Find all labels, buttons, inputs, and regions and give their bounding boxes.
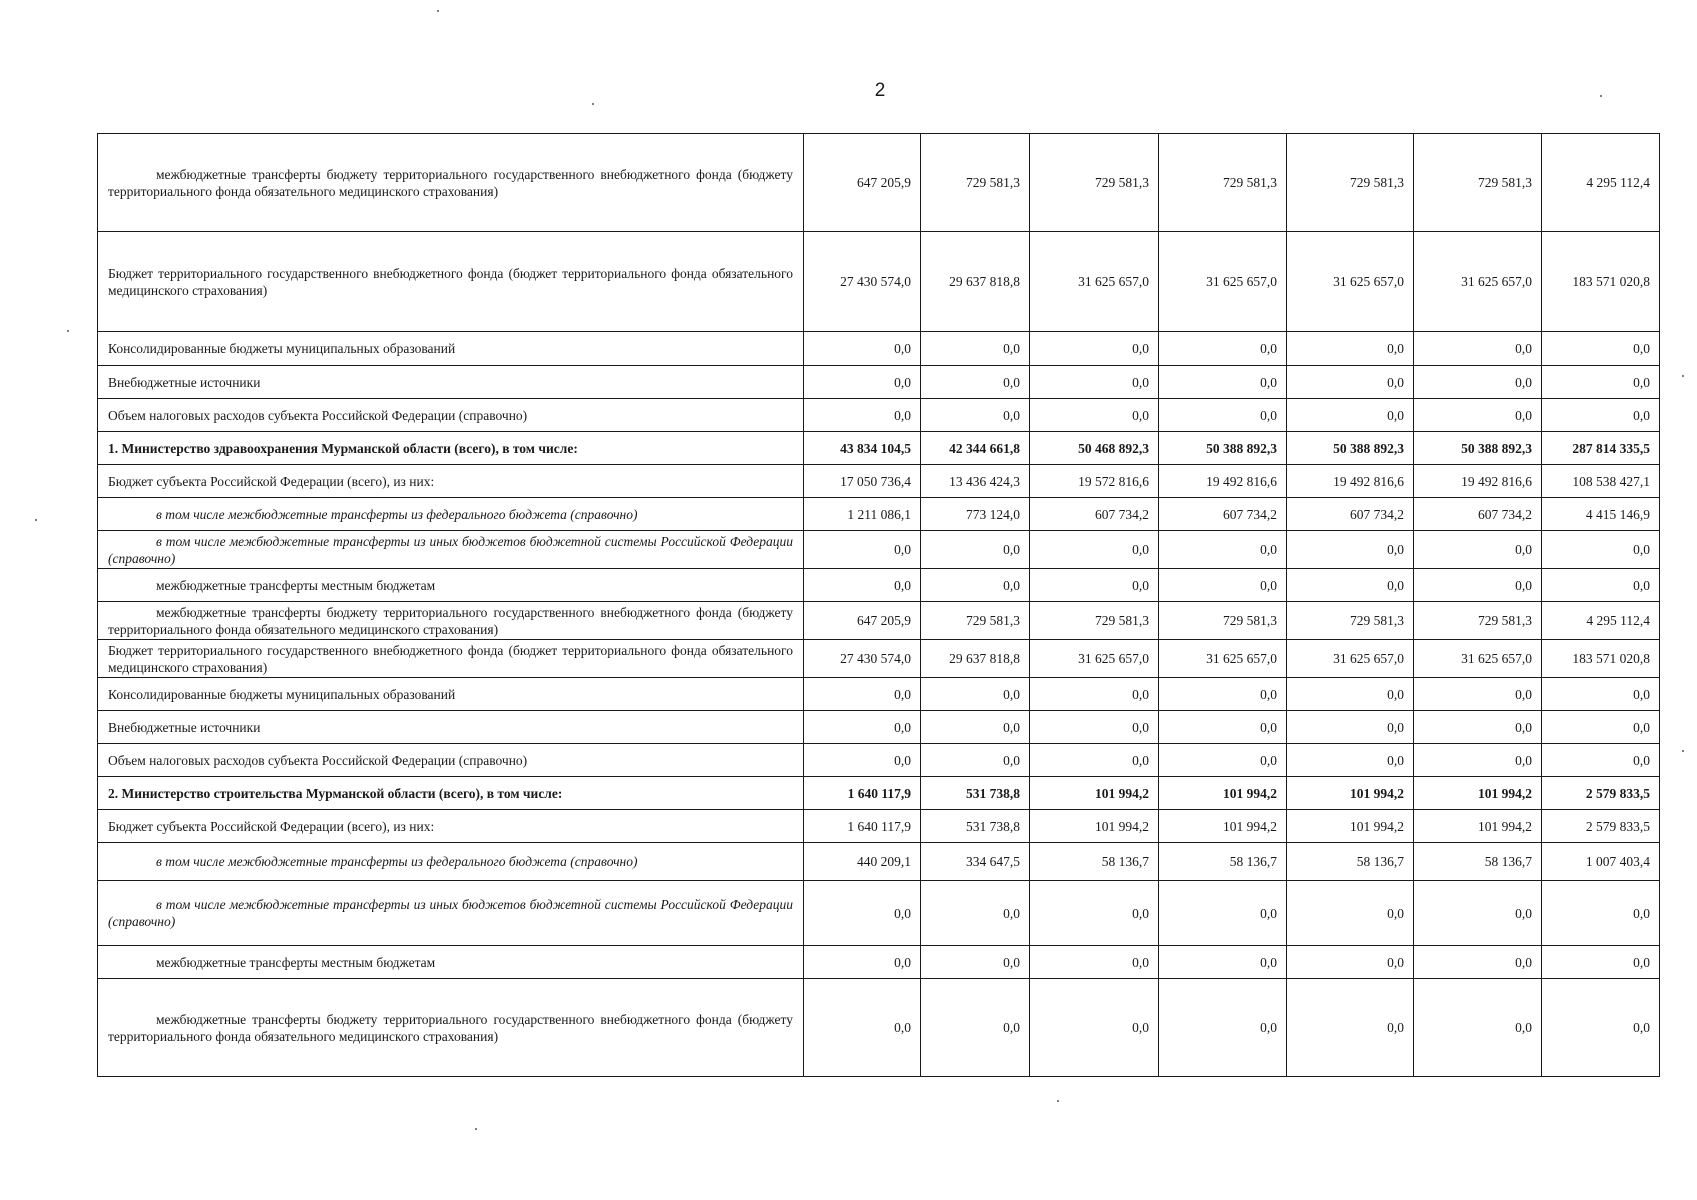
row-value-cell: 531 738,8 (921, 777, 1030, 810)
row-value-cell: 31 625 657,0 (1159, 232, 1287, 332)
row-total-cell: 4 295 112,4 (1542, 602, 1660, 640)
row-label: Внебюджетные источники (98, 711, 804, 744)
table-row (98, 711, 1660, 744)
row-value-cell: 440 209,1 (804, 843, 921, 881)
row-total-cell: 183 571 020,8 (1542, 232, 1660, 332)
row-value-cell: 0,0 (1159, 678, 1287, 711)
row-label: Объем налоговых расходов субъекта Российской Федерации (справочно) (98, 399, 804, 432)
table-row (98, 366, 1660, 399)
row-value-cell: 50 388 892,3 (1414, 432, 1542, 465)
row-value-cell: 607 734,2 (1287, 498, 1414, 531)
row-value-cell: 29 637 818,8 (921, 640, 1030, 678)
row-value-cell: 101 994,2 (1030, 777, 1159, 810)
table-row (98, 744, 1660, 777)
table-row (98, 946, 1660, 979)
row-value-cell: 1 211 086,1 (804, 498, 921, 531)
row-value-cell: 0,0 (1287, 332, 1414, 366)
row-value-cell: 0,0 (1287, 979, 1414, 1077)
row-value-cell: 0,0 (804, 678, 921, 711)
table-row (98, 979, 1660, 1077)
row-value-cell: 1 640 117,9 (804, 810, 921, 843)
table-row (98, 678, 1660, 711)
row-value-cell: 101 994,2 (1159, 777, 1287, 810)
row-value-cell: 19 492 816,6 (1159, 465, 1287, 498)
row-value-cell: 19 492 816,6 (1414, 465, 1542, 498)
row-value-cell: 0,0 (1030, 946, 1159, 979)
row-value-cell: 43 834 104,5 (804, 432, 921, 465)
row-value-cell: 0,0 (1030, 744, 1159, 777)
row-value-cell: 1 640 117,9 (804, 777, 921, 810)
scan-speck (1682, 375, 1684, 377)
row-value-cell: 42 344 661,8 (921, 432, 1030, 465)
table-row (98, 569, 1660, 602)
row-value-cell: 0,0 (1030, 399, 1159, 432)
page-number: 2 (874, 80, 886, 101)
row-total-cell: 287 814 335,5 (1542, 432, 1660, 465)
row-label: Бюджет территориального государственного внебюджетного фонда (бюджет территориального фонда обязательного медицинского страхования) (98, 640, 804, 678)
row-value-cell: 31 625 657,0 (1159, 640, 1287, 678)
row-value-cell: 0,0 (1414, 711, 1542, 744)
row-value-cell: 0,0 (804, 744, 921, 777)
row-value-cell: 531 738,8 (921, 810, 1030, 843)
row-value-cell: 13 436 424,3 (921, 465, 1030, 498)
table-row (98, 810, 1660, 843)
row-value-cell: 0,0 (921, 946, 1030, 979)
row-value-cell: 729 581,3 (921, 134, 1030, 232)
row-total-cell: 1 007 403,4 (1542, 843, 1660, 881)
row-value-cell: 27 430 574,0 (804, 232, 921, 332)
row-value-cell: 0,0 (1030, 678, 1159, 711)
row-label: межбюджетные трансферты бюджету территориального государственного внебюджетного фонда (бюджету территориального фонда обязательного медицинского страхования) (98, 602, 804, 640)
row-value-cell: 0,0 (921, 569, 1030, 602)
row-total-cell: 108 538 427,1 (1542, 465, 1660, 498)
row-label: Консолидированные бюджеты муниципальных образований (98, 678, 804, 711)
row-total-cell: 0,0 (1542, 332, 1660, 366)
row-value-cell: 0,0 (1030, 569, 1159, 602)
row-value-cell: 0,0 (1030, 366, 1159, 399)
row-value-cell: 0,0 (1159, 531, 1287, 569)
row-value-cell: 0,0 (1030, 531, 1159, 569)
row-value-cell: 0,0 (1287, 366, 1414, 399)
row-value-cell: 0,0 (1030, 979, 1159, 1077)
scan-speck (67, 330, 69, 332)
row-value-cell: 17 050 736,4 (804, 465, 921, 498)
row-value-cell: 0,0 (1159, 366, 1287, 399)
row-value-cell: 607 734,2 (1414, 498, 1542, 531)
row-value-cell: 729 581,3 (1030, 134, 1159, 232)
row-label: Объем налоговых расходов субъекта Российской Федерации (справочно) (98, 744, 804, 777)
row-value-cell: 19 572 816,6 (1030, 465, 1159, 498)
row-value-cell: 31 625 657,0 (1287, 232, 1414, 332)
row-value-cell: 729 581,3 (1030, 602, 1159, 640)
row-value-cell: 0,0 (804, 399, 921, 432)
table-row (98, 465, 1660, 498)
row-value-cell: 0,0 (1287, 678, 1414, 711)
table-row (98, 843, 1660, 881)
row-total-cell: 0,0 (1542, 678, 1660, 711)
row-value-cell: 0,0 (1414, 399, 1542, 432)
scan-speck (1057, 1100, 1059, 1102)
row-value-cell: 0,0 (1030, 711, 1159, 744)
row-total-cell: 0,0 (1542, 979, 1660, 1077)
row-value-cell: 0,0 (1287, 711, 1414, 744)
row-value-cell: 729 581,3 (921, 602, 1030, 640)
row-value-cell: 58 136,7 (1287, 843, 1414, 881)
row-value-cell: 729 581,3 (1287, 134, 1414, 232)
row-value-cell: 729 581,3 (1414, 134, 1542, 232)
scan-speck (1682, 750, 1684, 752)
row-value-cell: 58 136,7 (1030, 843, 1159, 881)
row-total-cell: 4 415 146,9 (1542, 498, 1660, 531)
row-value-cell: 0,0 (921, 399, 1030, 432)
table-row (98, 399, 1660, 432)
row-label: Бюджет субъекта Российской Федерации (всего), из них: (98, 465, 804, 498)
row-total-cell: 0,0 (1542, 881, 1660, 946)
row-value-cell: 607 734,2 (1030, 498, 1159, 531)
row-value-cell: 101 994,2 (1414, 810, 1542, 843)
row-value-cell: 29 637 818,8 (921, 232, 1030, 332)
row-total-cell: 0,0 (1542, 569, 1660, 602)
row-value-cell: 31 625 657,0 (1414, 640, 1542, 678)
budget-table (97, 133, 1660, 1077)
row-value-cell: 0,0 (1287, 531, 1414, 569)
row-value-cell: 0,0 (1414, 366, 1542, 399)
row-value-cell: 101 994,2 (1159, 810, 1287, 843)
row-value-cell: 0,0 (921, 881, 1030, 946)
row-value-cell: 0,0 (921, 678, 1030, 711)
row-value-cell: 0,0 (1287, 744, 1414, 777)
scan-speck (437, 10, 439, 12)
row-total-cell: 2 579 833,5 (1542, 777, 1660, 810)
row-value-cell: 0,0 (921, 711, 1030, 744)
scan-speck (35, 519, 37, 521)
row-value-cell: 0,0 (1159, 979, 1287, 1077)
row-value-cell: 0,0 (1159, 332, 1287, 366)
row-value-cell: 50 388 892,3 (1159, 432, 1287, 465)
row-value-cell: 607 734,2 (1159, 498, 1287, 531)
row-value-cell: 0,0 (1287, 881, 1414, 946)
row-value-cell: 334 647,5 (921, 843, 1030, 881)
row-value-cell: 0,0 (921, 979, 1030, 1077)
row-label: в том числе межбюджетные трансферты из иных бюджетов бюджетной системы Российской Федерации (справочно) (98, 531, 804, 569)
row-value-cell: 0,0 (1159, 946, 1287, 979)
row-value-cell: 0,0 (1287, 569, 1414, 602)
row-value-cell: 0,0 (1414, 946, 1542, 979)
row-value-cell: 0,0 (804, 366, 921, 399)
row-value-cell: 101 994,2 (1030, 810, 1159, 843)
row-value-cell: 50 468 892,3 (1030, 432, 1159, 465)
row-value-cell: 729 581,3 (1414, 602, 1542, 640)
row-total-cell: 0,0 (1542, 946, 1660, 979)
row-value-cell: 0,0 (921, 531, 1030, 569)
row-total-cell: 0,0 (1542, 399, 1660, 432)
row-value-cell: 0,0 (1414, 881, 1542, 946)
row-label: межбюджетные трансферты местным бюджетам (98, 569, 804, 602)
row-value-cell: 0,0 (804, 332, 921, 366)
row-value-cell: 0,0 (804, 979, 921, 1077)
row-label: в том числе межбюджетные трансферты из иных бюджетов бюджетной системы Российской Федерации (справочно) (98, 881, 804, 946)
row-value-cell: 0,0 (804, 569, 921, 602)
row-value-cell: 0,0 (1159, 881, 1287, 946)
row-value-cell: 50 388 892,3 (1287, 432, 1414, 465)
row-label: межбюджетные трансферты бюджету территориального государственного внебюджетного фонда (бюджету территориального фонда обязательного медицинского страхования) (98, 979, 804, 1077)
table-row (98, 531, 1660, 569)
scan-speck (475, 1128, 477, 1130)
row-value-cell: 729 581,3 (1159, 134, 1287, 232)
row-value-cell: 0,0 (804, 711, 921, 744)
row-value-cell: 647 205,9 (804, 602, 921, 640)
table-row (98, 602, 1660, 640)
row-value-cell: 729 581,3 (1159, 602, 1287, 640)
row-value-cell: 31 625 657,0 (1030, 640, 1159, 678)
row-total-cell: 2 579 833,5 (1542, 810, 1660, 843)
row-value-cell: 101 994,2 (1287, 810, 1414, 843)
row-value-cell: 58 136,7 (1159, 843, 1287, 881)
row-label: Бюджет субъекта Российской Федерации (всего), из них: (98, 810, 804, 843)
row-label: межбюджетные трансферты местным бюджетам (98, 946, 804, 979)
row-value-cell: 27 430 574,0 (804, 640, 921, 678)
row-value-cell: 0,0 (1159, 711, 1287, 744)
row-value-cell: 0,0 (921, 744, 1030, 777)
row-value-cell: 773 124,0 (921, 498, 1030, 531)
scan-speck (1600, 95, 1602, 97)
row-value-cell: 0,0 (1414, 979, 1542, 1077)
table-row (98, 498, 1660, 531)
scan-speck (592, 103, 594, 105)
row-total-cell: 0,0 (1542, 531, 1660, 569)
row-value-cell: 0,0 (1414, 744, 1542, 777)
row-total-cell: 0,0 (1542, 366, 1660, 399)
table-row (98, 881, 1660, 946)
row-value-cell: 31 625 657,0 (1414, 232, 1542, 332)
row-value-cell: 31 625 657,0 (1030, 232, 1159, 332)
row-value-cell: 0,0 (1287, 946, 1414, 979)
row-value-cell: 0,0 (1030, 332, 1159, 366)
row-total-cell: 4 295 112,4 (1542, 134, 1660, 232)
row-label: межбюджетные трансферты бюджету территориального государственного внебюджетного фонда (бюджету территориального фонда обязательного медицинского страхования) (98, 134, 804, 232)
row-value-cell: 101 994,2 (1287, 777, 1414, 810)
row-value-cell: 0,0 (1287, 399, 1414, 432)
row-value-cell: 0,0 (1414, 531, 1542, 569)
row-label: 1. Министерство здравоохранения Мурманской области (всего), в том числе: (98, 432, 804, 465)
table-row (98, 332, 1660, 366)
row-value-cell: 0,0 (1414, 678, 1542, 711)
table-row (98, 640, 1660, 678)
table-row (98, 432, 1660, 465)
row-label: Бюджет территориального государственного внебюджетного фонда (бюджет территориального фонда обязательного медицинского страхования) (98, 232, 804, 332)
table-row (98, 777, 1660, 810)
table-body (98, 134, 1660, 1077)
row-value-cell: 0,0 (921, 366, 1030, 399)
table-row (98, 134, 1660, 232)
row-value-cell: 0,0 (1414, 332, 1542, 366)
row-total-cell: 183 571 020,8 (1542, 640, 1660, 678)
row-value-cell: 0,0 (804, 946, 921, 979)
row-value-cell: 0,0 (1159, 569, 1287, 602)
row-value-cell: 101 994,2 (1414, 777, 1542, 810)
row-label: в том числе межбюджетные трансферты из федерального бюджета (справочно) (98, 843, 804, 881)
row-value-cell: 31 625 657,0 (1287, 640, 1414, 678)
row-value-cell: 729 581,3 (1287, 602, 1414, 640)
row-value-cell: 0,0 (1030, 881, 1159, 946)
row-value-cell: 58 136,7 (1414, 843, 1542, 881)
row-value-cell: 0,0 (1159, 744, 1287, 777)
table-row (98, 232, 1660, 332)
row-value-cell: 0,0 (921, 332, 1030, 366)
row-value-cell: 0,0 (1414, 569, 1542, 602)
row-label: 2. Министерство строительства Мурманской области (всего), в том числе: (98, 777, 804, 810)
row-value-cell: 19 492 816,6 (1287, 465, 1414, 498)
row-value-cell: 647 205,9 (804, 134, 921, 232)
row-label: в том числе межбюджетные трансферты из федерального бюджета (справочно) (98, 498, 804, 531)
row-value-cell: 0,0 (804, 531, 921, 569)
row-value-cell: 0,0 (804, 881, 921, 946)
row-total-cell: 0,0 (1542, 711, 1660, 744)
row-label: Консолидированные бюджеты муниципальных образований (98, 332, 804, 366)
row-label: Внебюджетные источники (98, 366, 804, 399)
row-total-cell: 0,0 (1542, 744, 1660, 777)
row-value-cell: 0,0 (1159, 399, 1287, 432)
